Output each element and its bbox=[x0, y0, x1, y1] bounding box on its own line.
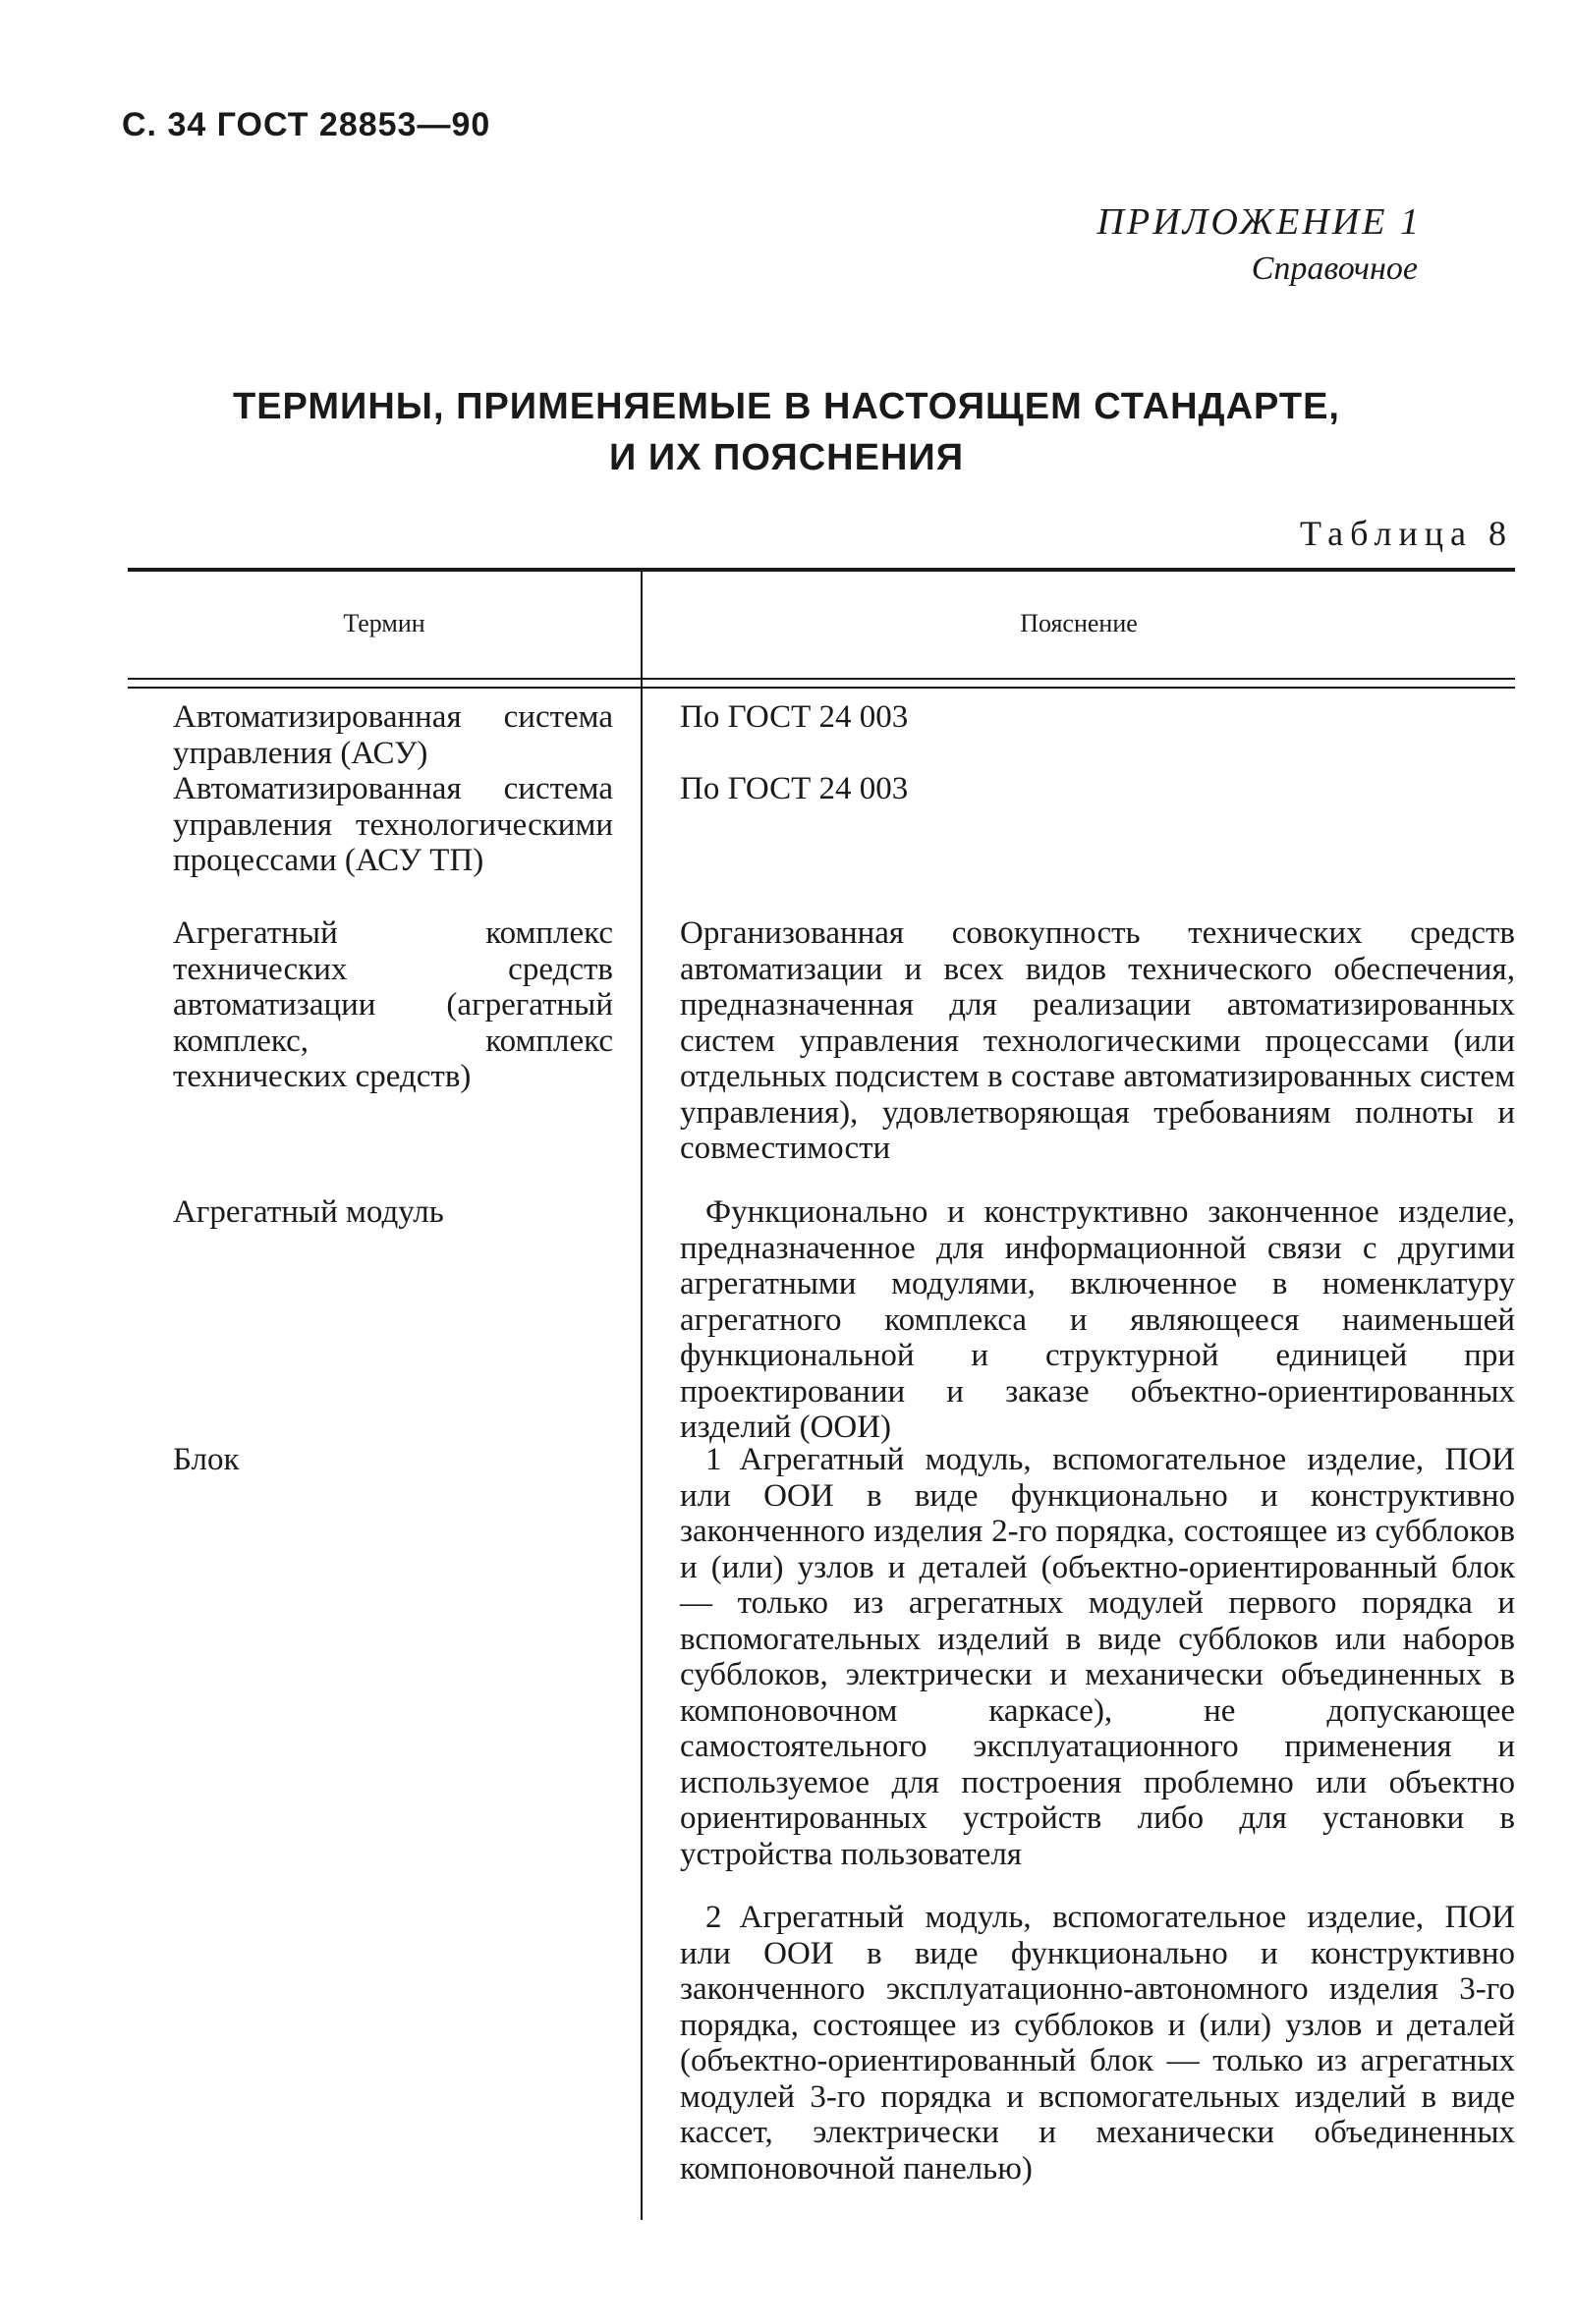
explanation-block-item-1 bbox=[680, 1442, 1515, 1872]
term-asu-tp: Автоматизированная система управления технологическими процессами (АСУ ТП) bbox=[173, 771, 613, 878]
item-text: Агрегатный модуль, вспомогательное изделие, ПОИ или ООИ в виде функционально и конструктивно законченного изделия 2-го порядка, состоящее из субблоков и (или) узлов и деталей (объектно-ориентированный блок — только из агрегатных модулей первого порядка и вспомогательных изделий в виде субблоков или наборов субблоков, электрически и механически объединенных в компоновочном каркасе), не допускающее самостоятельного эксплуатационного применения и используемое для построения проблемно или объектно ориентированных устройств либо для установки в устройства пользователя bbox=[680, 1442, 1515, 1872]
page-header: С. 34 ГОСТ 28853—90 bbox=[122, 106, 491, 143]
appendix-block bbox=[1097, 198, 1433, 293]
term-aggregate-complex: Агрегатный комплекс технических средств автоматизации (агрегатный комплекс, комплекс технических средств) bbox=[173, 915, 613, 1094]
column-header-explanation: Пояснение bbox=[1020, 609, 1138, 637]
term-block: Блок bbox=[173, 1442, 240, 1477]
document-title-line-1: ТЕРМИНЫ, ПРИМЕНЯЕМЫЕ В НАСТОЯЩЕМ СТАНДАРТЕ, bbox=[233, 386, 1340, 427]
appendix-title: ПРИЛОЖЕНИЕ 1 bbox=[1096, 201, 1422, 243]
explanation-aggregate-complex: Организованная совокупность технических средств автоматизации и всех видов технического обеспечения, предназначенная для реализации автоматизированных систем управления технологическими процессами (или отдельных подсистем в составе автоматизированных систем управления), удовлетворяющая требованиям полноты и совместимости bbox=[680, 915, 1515, 1166]
item-text: Агрегатный модуль, вспомогательное изделие, ПОИ или ООИ в виде функционально и конструктивно законченного эксплуатационно-автономного изделия 3-го порядка, состоящее из субблоков и (или) узлов и деталей (объектно-ориентированный блок — только из агрегатных модулей 3-го порядка и вспомогательных изделий в виде кассет, электрически и механически объединенных компоновочной панелью) bbox=[680, 1900, 1515, 2186]
item-number: 1 bbox=[705, 1442, 722, 1477]
appendix-note: Справочное bbox=[1251, 250, 1418, 287]
column-divider bbox=[641, 570, 643, 2220]
table-top-rule bbox=[128, 568, 1515, 572]
term-aggregate-module: Агрегатный модуль bbox=[173, 1194, 444, 1230]
column-header-term: Термин bbox=[343, 609, 425, 637]
header-rule-1 bbox=[128, 678, 1515, 680]
explanation-asu-tp: По ГОСТ 24 003 bbox=[680, 771, 909, 806]
explanation-block-item-2 bbox=[680, 1900, 1515, 2186]
term-asu: Автоматизированная система управления (АСУ) bbox=[173, 699, 613, 771]
table-caption: Таблица 8 bbox=[1300, 514, 1513, 553]
item-number: 2 bbox=[705, 1900, 722, 1935]
explanation-aggregate-module: Функционально и конструктивно законченное изделие, предназначенное для информационной связи с другими агрегатными модулями, включенное в номенклатуру агрегатного комплекса и являющееся наименьшей функциональной и структурной единицей при проектировании и заказе объектно-ориентированных изделий (ООИ) bbox=[680, 1194, 1515, 1445]
header-rule-2 bbox=[128, 687, 1515, 689]
explanation-asu: По ГОСТ 24 003 bbox=[680, 699, 909, 735]
document-title-line-2: И ИХ ПОЯСНЕНИЯ bbox=[608, 437, 965, 478]
document-title bbox=[128, 381, 1445, 483]
